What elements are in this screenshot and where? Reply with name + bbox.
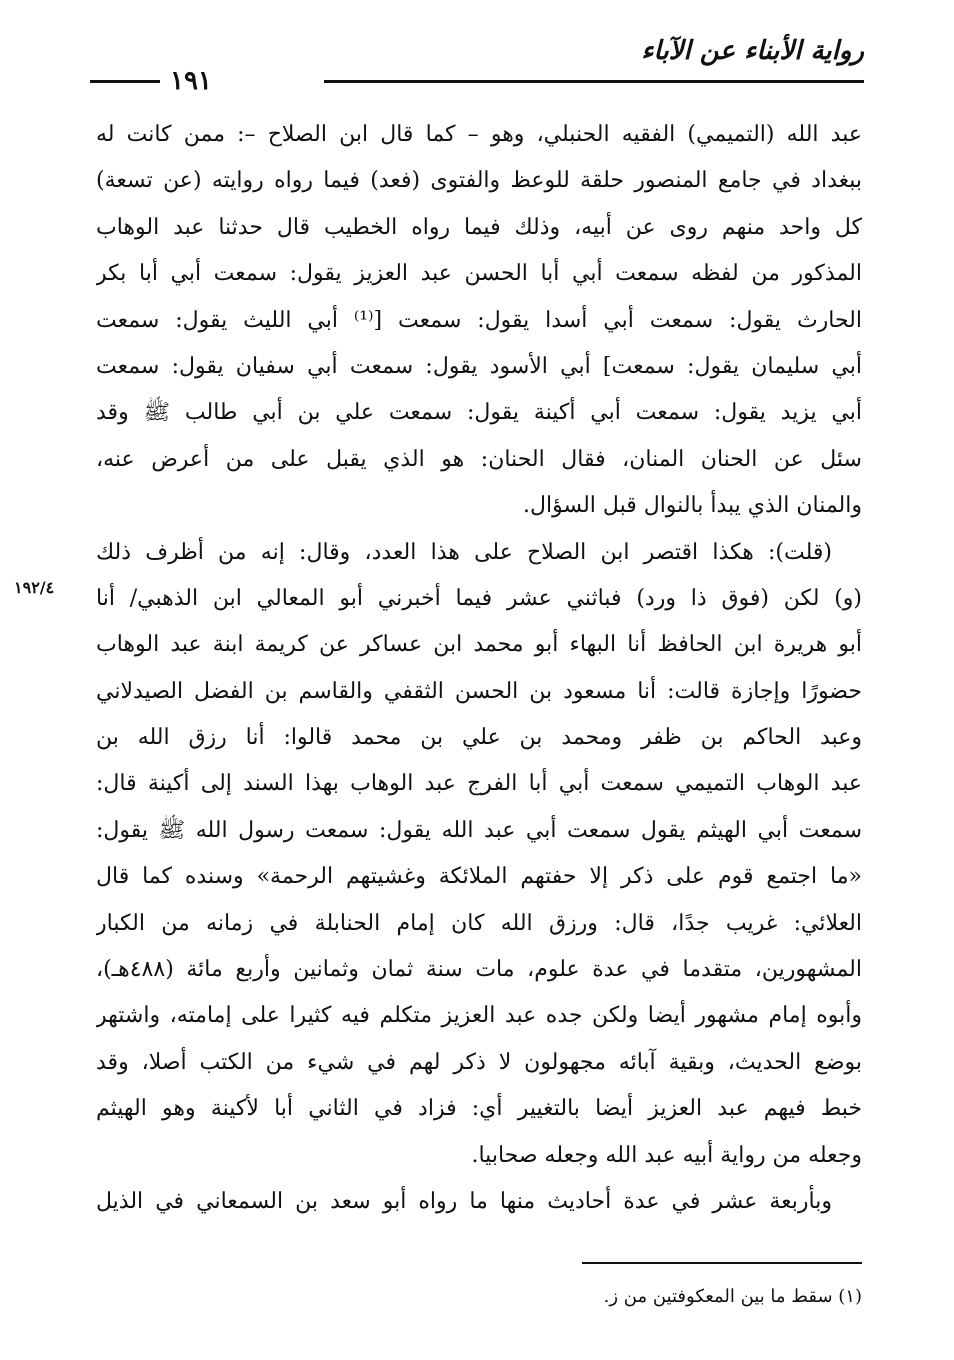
header-rule	[324, 80, 864, 83]
header-rule-short	[90, 80, 160, 83]
footnote: (١) سقط ما بين المعكوفتين من ز.	[603, 1286, 862, 1307]
margin-page-reference: ١٩٢/٤	[14, 578, 55, 597]
footnote-rule	[582, 1262, 862, 1264]
text-line: وأبوه إمام مشهور أيضا ولكن جده عبد العزيز متكلم فيه كثيرا على إمامته، واشتهر	[96, 1003, 862, 1029]
text-line: أبي يزيد يقول: سمعت أبي أكينة يقول: سمعت علي بن أبي طالب ﷺ وقد	[96, 400, 862, 426]
text-line: العلائي: غريب جدًا، قال: ورزق الله كان إمام الحنابلة في زمانه من الكبار	[96, 910, 862, 936]
text-line: عبد الوهاب التميمي سمعت أبي أبا الفرج عبد الوهاب بهذا السند إلى أكينة قال:	[96, 771, 862, 797]
text-line: والمنان الذي يبدأ بالنوال قبل السؤال.	[523, 493, 862, 519]
text-line: (قلت): هكذا اقتصر ابن الصلاح على هذا العدد، وقال: إنه من أظرف ذلك	[96, 539, 832, 565]
text-line: خبط فيهم عبد العزيز أيضا بالتغيير أي: فزاد في الثاني أبا لأكينة وهو الهيثم	[96, 1096, 862, 1122]
text-line: بوضع الحديث، وبقية آبائه مجهولون لا ذكر لهم في شيء من الكتب أصلا، وقد	[96, 1049, 862, 1075]
text-line: وعبد الحاكم بن ظفر ومحمد بن علي بن محمد قالوا: أنا رزق الله بن	[96, 725, 862, 751]
text-line: وجعله من رواية أبيه عبد الله وجعله صحابيا.	[471, 1142, 862, 1168]
text-line: أبو هريرة ابن الحافظ أنا البهاء أبو محمد ابن عساكر عن كريمة ابنة عبد الوهاب	[96, 632, 862, 658]
text-line: «ما اجتمع قوم على ذكر إلا حفتهم الملائكة وغشيتهم الرحمة» وسنده كما قال	[96, 864, 862, 890]
text-line: سمعت أبي الهيثم يقول سمعت أبي عبد الله يقول: سمعت رسول الله ﷺ يقول:	[96, 817, 862, 843]
text-line: المشهورين، متقدما في عدة علوم، مات سنة ثمان وثمانين وأربع مائة (٤٨٨هـ)،	[96, 957, 862, 983]
text-line: عبد الله (التميمي) الفقيه الحنبلي، وهو – كما قال ابن الصلاح –: ممن كانت له	[96, 122, 862, 147]
page-number: ١٩١	[170, 66, 212, 96]
text-line: (و) لكن (فوق ذا ورد) فباثني عشر فيما أخبرني أبو المعالي ابن الذهبي/ أنا	[96, 585, 862, 611]
text-line: حضورًا وإجازة قالت: أنا مسعود بن الحسن الثقفي والقاسم بن الفضل الصيدلاني	[96, 678, 862, 704]
body-text	[96, 112, 862, 1225]
running-title: رواية الأبناء عن الآباء	[641, 36, 864, 66]
text-line: سئل عن الحنان المنان، فقال الحنان: هو الذي يقبل على من أعرض عنه،	[96, 446, 862, 472]
text-line: الحارث يقول: سمعت أبي أسدا يقول: سمعت [⁽¹⁾ أبي الليث يقول: سمعت	[96, 307, 862, 333]
text-line: وبأربعة عشر في عدة أحاديث منها ما رواه أبو سعد بن السمعاني في الذيل	[96, 1188, 832, 1214]
page-header	[90, 30, 864, 100]
text-line: كل واحد منهم روى عن أبيه، وذلك فيما رواه الخطيب قال حدثنا عبد الوهاب	[96, 214, 862, 240]
text-line: أبي سليمان يقول: سمعت] أبي الأسود يقول: سمعت أبي سفيان يقول: سمعت	[96, 353, 862, 379]
text-line: المذكور من لفظه سمعت أبي أبا الحسن عبد العزيز يقول: سمعت أبي أبا بكر	[96, 261, 862, 287]
text-line: ببغداد في جامع المنصور حلقة للوعظ والفتوى (فعد) فيما رواه روايته (عن تسعة)	[96, 168, 862, 194]
